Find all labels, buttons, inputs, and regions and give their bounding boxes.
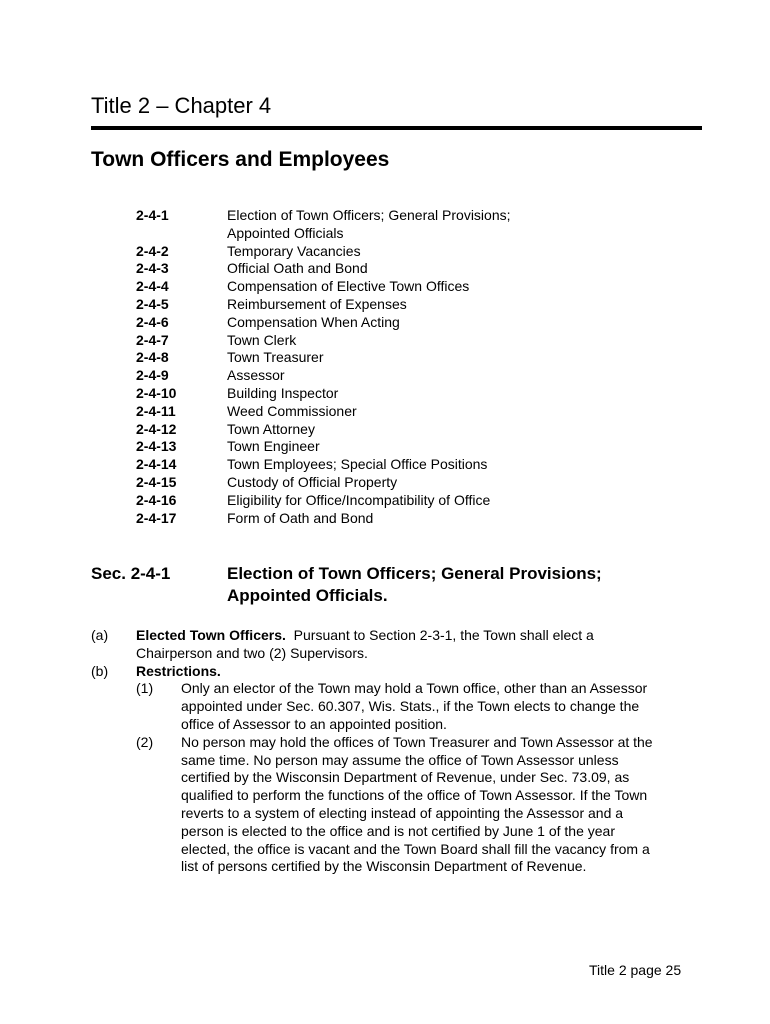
toc-title: Weed Commissioner [227, 402, 357, 419]
toc-number: 2-4-1 [136, 207, 169, 223]
toc-row [136, 421, 557, 439]
paragraph-label: (b) [91, 662, 109, 679]
paragraph-b [91, 663, 691, 877]
toc-title: Building Inspector [227, 384, 339, 401]
section-title: Election of Town Officers; General Provisions; Appointed Officials. [227, 564, 602, 605]
toc-title: Town Employees; Special Office Positions [227, 456, 488, 473]
toc-title: Assessor [227, 367, 285, 384]
toc-number: 2-4-7 [136, 331, 169, 348]
subparagraph-1 [136, 680, 656, 733]
table-of-contents [136, 207, 557, 527]
paragraph-content [136, 627, 656, 663]
toc-number: 2-4-11 [136, 402, 176, 419]
subparagraph-label: (1) [136, 680, 154, 697]
paragraph-heading: Elected Town Officers. [136, 627, 286, 643]
section-number: Sec. 2-4-1 [91, 564, 171, 583]
toc-row [136, 332, 557, 350]
toc-title: Temporary Vacancies [227, 242, 361, 259]
toc-number: 2-4-2 [136, 242, 169, 259]
toc-row [136, 474, 557, 492]
paragraph-label: (a) [91, 627, 109, 643]
title-divider [91, 126, 702, 130]
toc-row [136, 438, 557, 456]
toc-title: Custody of Official Property [227, 473, 398, 490]
toc-row [136, 385, 557, 403]
page-title: Town Officers and Employees [91, 148, 390, 171]
toc-title: Eligibility for Office/Incompatibility of Office [227, 491, 491, 508]
paragraph-text: Pursuant to Section 2-3-1, the Town shall elect a Chairperson and two (2) Supervisors. [136, 627, 594, 661]
toc-row [136, 243, 557, 261]
subparagraph-label: (2) [136, 733, 154, 750]
toc-row [136, 456, 557, 474]
toc-number: 2-4-15 [136, 473, 177, 490]
toc-row [136, 403, 557, 421]
toc-row [136, 510, 557, 528]
toc-number: 2-4-17 [136, 509, 177, 526]
toc-title: Form of Oath and Bond [227, 509, 374, 526]
toc-number: 2-4-13 [136, 438, 177, 455]
section-heading [91, 563, 647, 607]
toc-row [136, 367, 557, 385]
page-number: Title 2 page 25 [589, 962, 682, 978]
toc-number: 2-4-6 [136, 313, 169, 330]
toc-number: 2-4-16 [136, 491, 177, 508]
toc-number: 2-4-3 [136, 260, 169, 277]
section-body [91, 627, 691, 876]
toc-row [136, 296, 557, 314]
subparagraph-2 [136, 734, 656, 876]
toc-title: Compensation of Elective Town Offices [227, 278, 470, 295]
toc-row [136, 349, 557, 367]
toc-number: 2-4-10 [136, 384, 177, 401]
subparagraph-text: Only an elector of the Town may hold a Town office, other than an Assessor appointed under Sec. 60.307, Wis. Stats., if the Town elects to change the office of Assessor to an appointed position. [181, 680, 648, 732]
toc-row [136, 492, 557, 510]
paragraph-heading: Restrictions. [136, 662, 221, 679]
paragraph-content [136, 663, 656, 877]
toc-title: Town Treasurer [227, 349, 324, 366]
paragraph-a [91, 627, 691, 663]
toc-row [136, 314, 557, 332]
chapter-title: Title 2 – Chapter 4 [91, 93, 272, 118]
subparagraph-text: No person may hold the offices of Town Treasurer and Town Assessor at the same time. No person may assume the office of Town Assessor unless certified by the Wisconsin Department of Revenue, under Sec. 73.09, as qualified to perform the functions of the office of Town Assessor. If the Town reverts to a system of electing instead of appointing the Assessor and a person is elected to the office and is not certified by June 1 of the year elected, the office is vacant and the Town Board shall fill the vacancy from a list of persons certified by the Wisconsin Department of Revenue. [181, 733, 653, 875]
toc-title: Compensation When Acting [227, 313, 400, 330]
toc-title: Election of Town Officers; General Provisions; Appointed Officials [227, 207, 511, 241]
toc-row [136, 260, 557, 278]
toc-row [136, 207, 557, 243]
toc-number: 2-4-9 [136, 367, 169, 384]
toc-title: Town Engineer [227, 438, 320, 455]
toc-number: 2-4-12 [136, 420, 177, 437]
toc-number: 2-4-4 [136, 278, 169, 295]
toc-number: 2-4-5 [136, 295, 169, 312]
toc-title: Town Attorney [227, 420, 315, 437]
toc-number: 2-4-8 [136, 349, 169, 366]
toc-title: Town Clerk [227, 331, 297, 348]
toc-title: Official Oath and Bond [227, 260, 368, 277]
toc-number: 2-4-14 [136, 456, 177, 473]
toc-row [136, 278, 557, 296]
toc-title: Reimbursement of Expenses [227, 295, 407, 312]
